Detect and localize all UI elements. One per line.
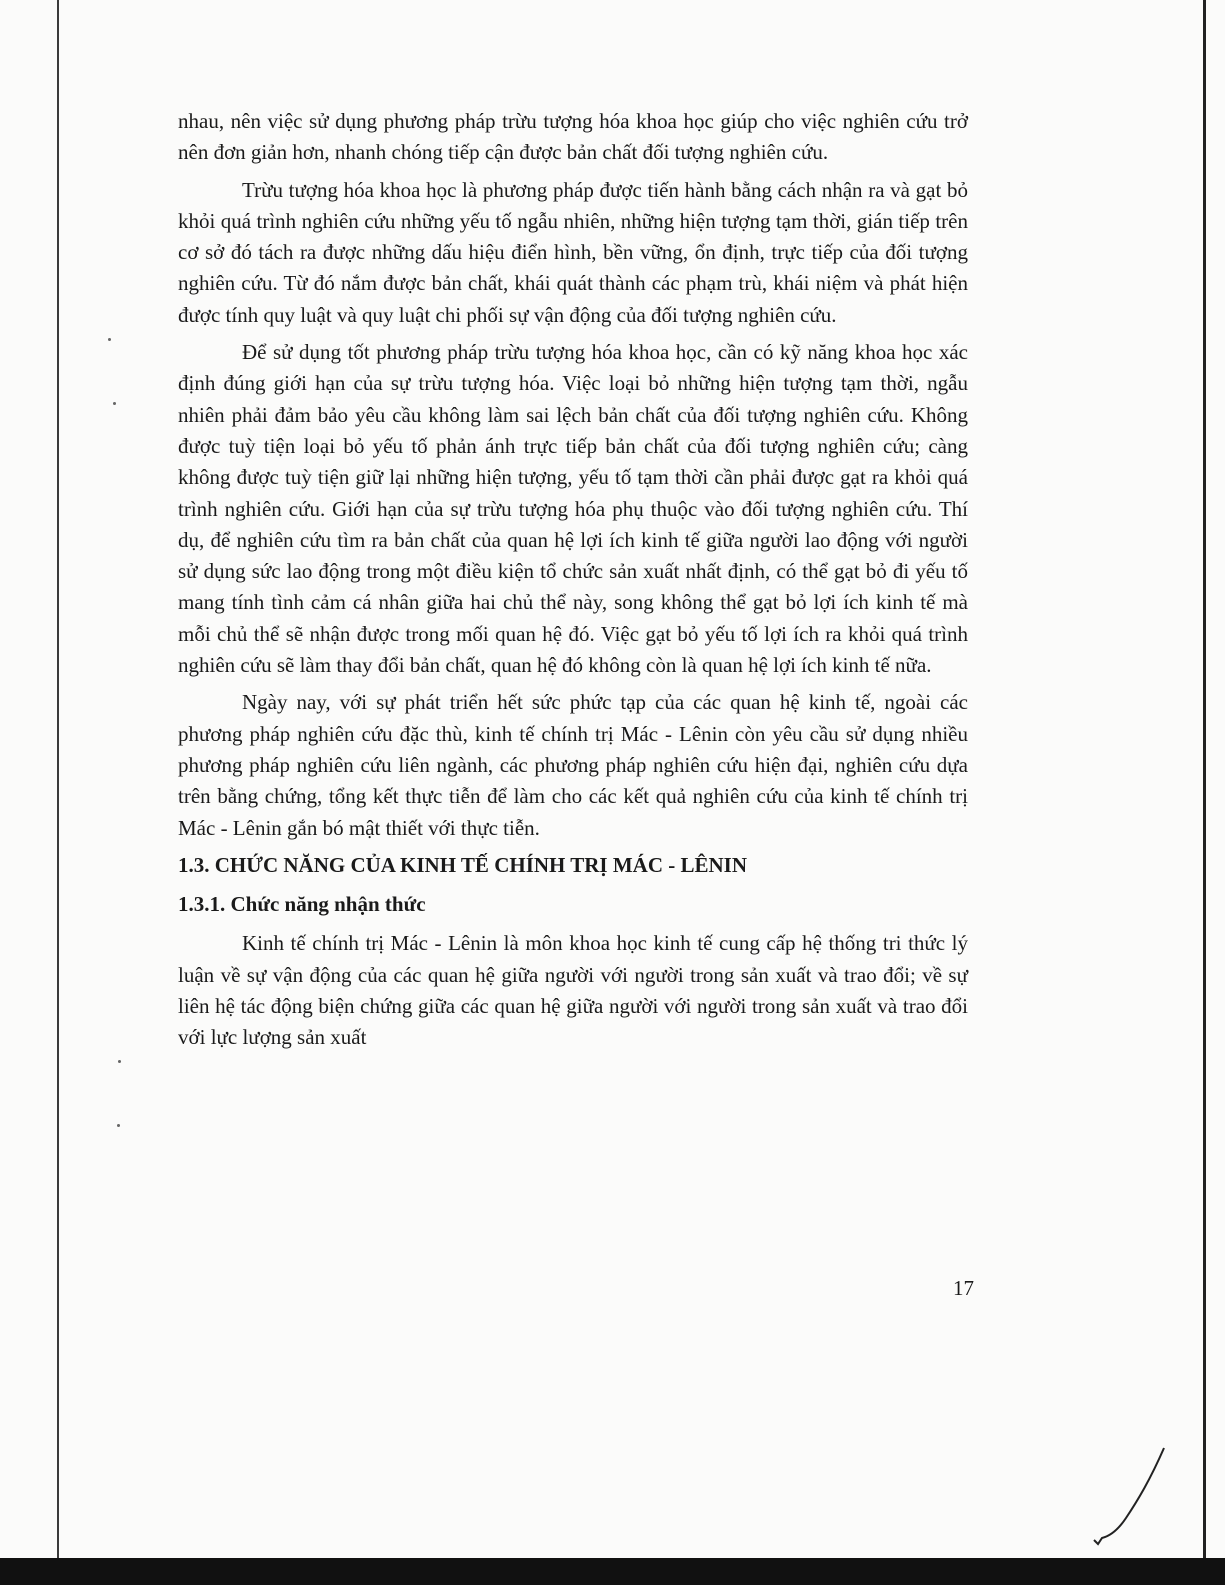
paragraph: Để sử dụng tốt phương pháp trừu tượng hóa khoa học, cần có kỹ năng khoa học xác định đúng giới hạn của sự trừu tượng hóa. Việc loại bỏ những hiện tượng tạm thời, ngẫu nhiên phải đảm bảo yêu cầu không làm sai lệch bản chất của đối tượng nghiên cứu. Không được tuỳ tiện loại bỏ yếu tố phản ánh trực tiếp bản chất của đối tượng nghiên cứu; càng không được tuỳ tiện giữ lại những hiện tượng, yếu tố tạm thời cần phải được gạt ra khỏi quá trình nghiên cứu. Giới hạn của sự trừu tượng hóa phụ thuộc vào đối tượng nghiên cứu. Thí dụ, để nghiên cứu tìm ra bản chất của quan hệ lợi ích kinh tế giữa người lao động với người sử dụng sức lao động trong một điều kiện tổ chức sản xuất nhất định, có thể gạt bỏ đi yếu tố mang tính tình cảm cá nhân giữa hai chủ thể này, song không thể gạt bỏ lợi ích kinh tế mà mỗi chủ thể sẽ nhận được trong mối quan hệ đó. Việc gạt bỏ yếu tố lợi ích ra khỏi quá trình nghiên cứu sẽ làm thay đổi bản chất, quan hệ đó không còn là quan hệ lợi ích kinh tế nữa.: [178, 340, 968, 678]
page-number: 17: [953, 1276, 974, 1300]
scan-speck: [117, 1124, 120, 1127]
scan-left-edge: [57, 0, 59, 1585]
paragraph: nhau, nên việc sử dụng phương pháp trừu tượng hóa khoa học giúp cho việc nghiên cứu trở nên đơn giản hơn, nhanh chóng tiếp cận được bản chất đối tượng nghiên cứu.: [178, 109, 968, 165]
paragraph: Trừu tượng hóa khoa học là phương pháp được tiến hành bằng cách nhận ra và gạt bỏ khỏi quá trình nghiên cứu những yếu tố ngẫu nhiên, những hiện tượng tạm thời, gián tiếp trên cơ sở đó tách ra được những dấu hiệu điển hình, bền vững, ổn định, trực tiếp của đối tượng nghiên cứu. Từ đó nắm được bản chất, khái quát thành các phạm trù, khái niệm và phát hiện được tính quy luật và quy luật chi phối sự vận động của đối tượng nghiên cứu.: [178, 177, 968, 327]
subsection-heading: 1.3.1. Chức năng nhận thức: [178, 892, 426, 917]
paragraph: Ngày nay, với sự phát triển hết sức phức tạp của các quan hệ kinh tế, ngoài các phương pháp nghiên cứu đặc thù, kinh tế chính trị Mác - Lênin còn yêu cầu sử dụng nhiều phương pháp nghiên cứu liên ngành, các phương pháp nghiên cứu hiện đại, nghiên cứu dựa trên bằng chứng, tổng kết thực tiễn để làm cho các kết quả nghiên cứu của kinh tế chính trị Mác - Lênin gắn bó mật thiết với thực tiễn.: [178, 690, 968, 840]
scan-speck: [118, 1060, 121, 1063]
paragraph: Kinh tế chính trị Mác - Lênin là môn khoa học kinh tế cung cấp hệ thống tri thức lý luận về sự vận động của các quan hệ giữa người với người trong sản xuất và trao đổi; về sự liên hệ tác động biện chứng giữa các quan hệ giữa người với người trong sản xuất và trao đổi với lực lượng sản xuất: [178, 931, 968, 1050]
scan-speck: [108, 338, 111, 341]
section-heading: 1.3. CHỨC NĂNG CỦA KINH TẾ CHÍNH TRỊ MÁC - LÊNIN: [178, 852, 747, 877]
scan-speck: [113, 402, 116, 405]
body-text: [178, 106, 968, 1060]
handwritten-check-mark: [1088, 1440, 1168, 1550]
scan-right-edge: [1203, 0, 1206, 1585]
scan-bottom-edge: [0, 1558, 1225, 1585]
